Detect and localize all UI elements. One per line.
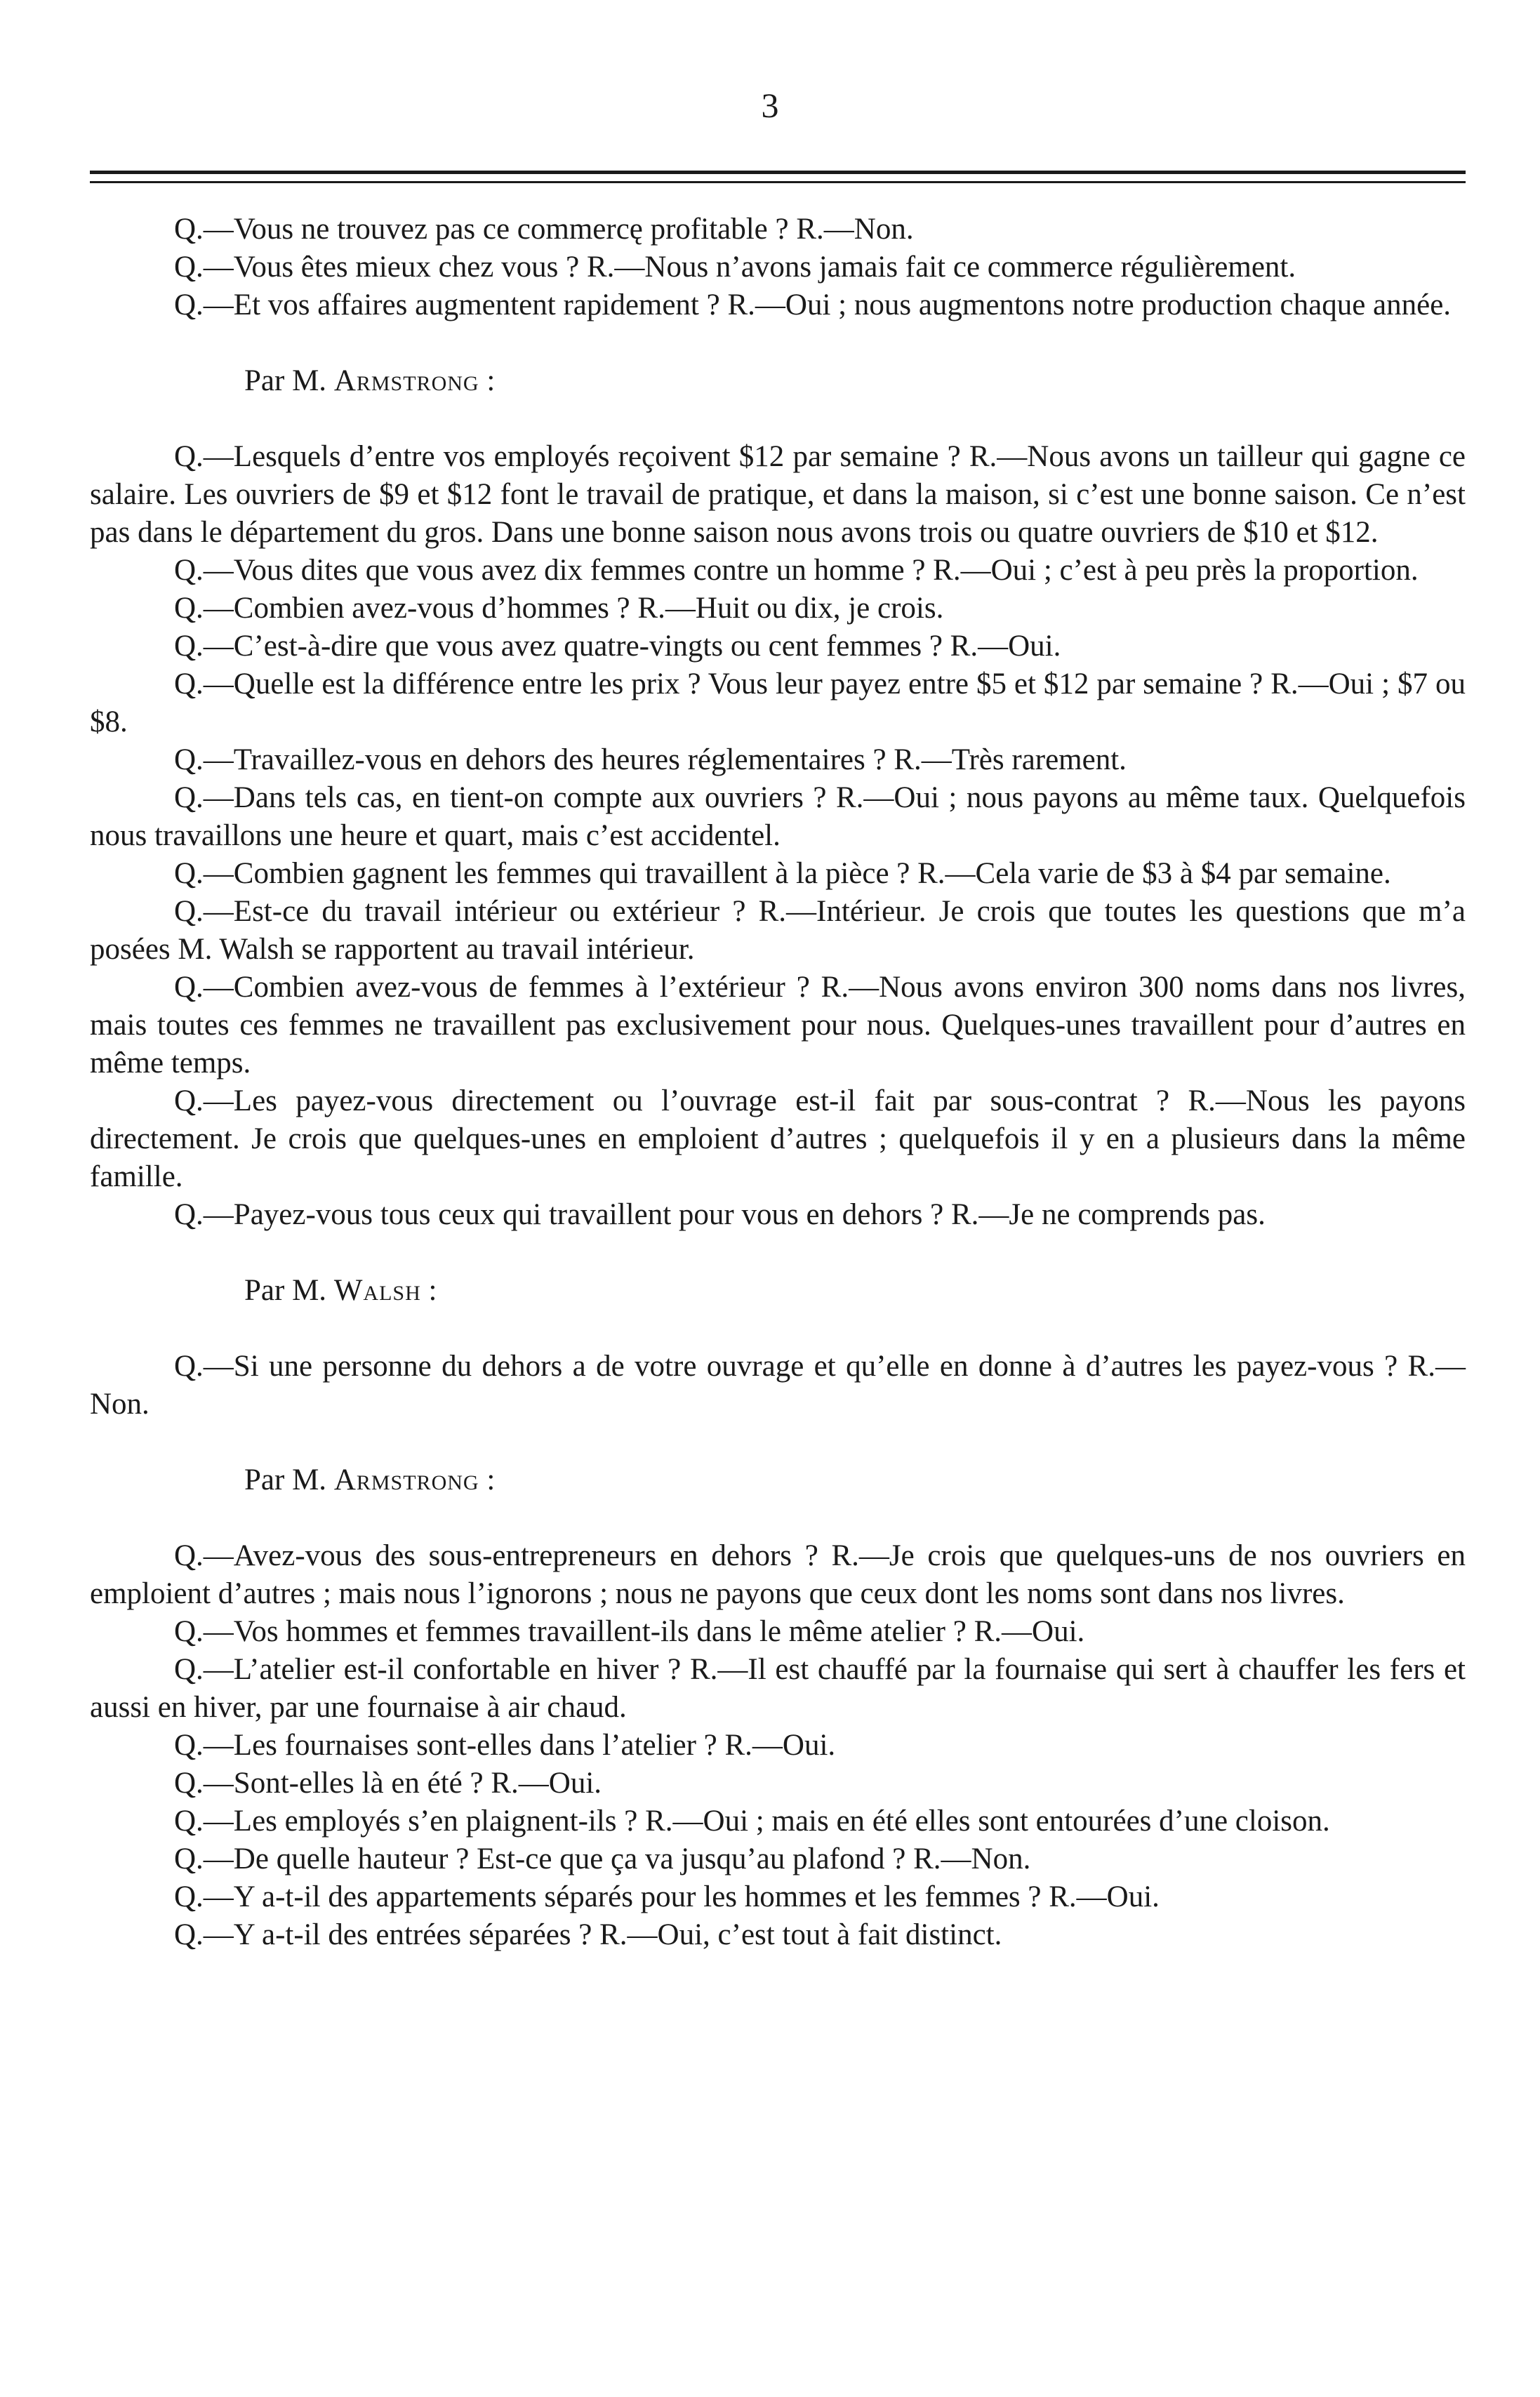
qa-paragraph: Q.—Vous êtes mieux chez vous ? R.—Nous n’avons jamais fait ce commerce régulièrement. <box>174 251 1296 284</box>
header-rule-thin <box>90 181 1466 183</box>
qa-paragraph: Q.—Dans tels cas, en tient-on compte aux ouvriers ? R.—Oui ; nous payons au même taux. Quelquefois nous travaillons une heure et quart, mais c’est accidentel. <box>90 781 1466 852</box>
qa-paragraph: Q.—Combien avez-vous d’hommes ? R.—Huit ou dix, je crois. <box>174 592 944 625</box>
qa-paragraph: Q.—Les employés s’en plaignent-ils ? R.—Oui ; mais en été elles sont entourées d’une cloison. <box>174 1805 1330 1838</box>
speaker-prefix: Par M. <box>244 1274 327 1307</box>
qa-paragraph: Q.—L’atelier est-il confortable en hiver ? R.—Il est chauffé par la fournaise qui sert à chauffer les fers et aussi en hiver, par une fournaise à air chaud. <box>90 1653 1466 1724</box>
qa-paragraph: Q.—C’est-à-dire que vous avez quatre-vingts ou cent femmes ? R.—Oui. <box>174 630 1061 663</box>
header-rule <box>90 171 1466 174</box>
qa-paragraph: Q.—Travaillez-vous en dehors des heures réglementaires ? R.—Très rarement. <box>174 743 1127 776</box>
qa-paragraph: Q.—Sont-elles là en été ? R.—Oui. <box>174 1767 602 1800</box>
speaker-name: Armstrong <box>333 364 479 397</box>
speaker-prefix: Par M. <box>244 1463 327 1496</box>
page-body <box>90 211 1466 1954</box>
speaker-name: Armstrong <box>333 1463 479 1496</box>
speaker-suffix: : <box>479 364 496 397</box>
qa-paragraph: Q.—Les fournaises sont-elles dans l’atelier ? R.—Oui. <box>174 1729 836 1762</box>
qa-paragraph: Q.—Y a-t-il des appartements séparés pour les hommes et les femmes ? R.—Oui. <box>174 1880 1160 1913</box>
speaker-suffix: : <box>479 1463 496 1496</box>
speaker-name: Walsh <box>333 1274 421 1307</box>
qa-paragraph: Q.—Y a-t-il des entrées séparées ? R.—Oui, c’est tout à fait distinct. <box>174 1918 1002 1951</box>
speaker-suffix: : <box>420 1274 437 1307</box>
speaker-prefix: Par M. <box>244 364 327 397</box>
qa-paragraph: Q.—Combien gagnent les femmes qui travaillent à la pièce ? R.—Cela varie de $3 à $4 par semaine. <box>174 857 1391 890</box>
page-number: 3 <box>761 86 779 125</box>
qa-paragraph: Q.—Est-ce du travail intérieur ou extérieur ? R.—Intérieur. Je crois que toutes les questions que m’a posées M. Walsh se rapportent au travail intérieur. <box>90 895 1466 966</box>
qa-paragraph: Q.—Quelle est la différence entre les prix ? Vous leur payez entre $5 et $12 par semaine ? R.—Oui ; $7 ou $8. <box>90 668 1466 738</box>
qa-paragraph: Q.—Vos hommes et femmes travaillent-ils dans le même atelier ? R.—Oui. <box>174 1615 1085 1648</box>
qa-paragraph: Q.—Payez-vous tous ceux qui travaillent pour vous en dehors ? R.—Je ne comprends pas. <box>174 1198 1266 1231</box>
qa-paragraph: Q.—Vous dites que vous avez dix femmes contre un homme ? R.—Oui ; c’est à peu près la proportion. <box>174 554 1419 587</box>
qa-paragraph: Q.—Vous ne trouvez pas ce commercę profitable ? R.—Non. <box>174 213 914 246</box>
speaker-heading <box>90 362 1466 400</box>
qa-paragraph: Q.—Et vos affaires augmentent rapidement ? R.—Oui ; nous augmentons notre production chaque année. <box>174 288 1452 321</box>
speaker-heading <box>90 1272 1466 1310</box>
speaker-heading <box>90 1461 1466 1499</box>
qa-paragraph: Q.—Les payez-vous directement ou l’ouvrage est-il fait par sous-contrat ? R.—Nous les payons directement. Je crois que quelques-unes en emploient d’autres ; quelquefois il y en a plusieurs dans la même famille. <box>90 1084 1466 1193</box>
qa-paragraph: Q.—Si une personne du dehors a de votre ouvrage et qu’elle en donne à d’autres les payez-vous ? R.—Non. <box>90 1350 1466 1421</box>
qa-paragraph: Q.—De quelle hauteur ? Est-ce que ça va jusqu’au plafond ? R.—Non. <box>174 1842 1031 1875</box>
qa-paragraph: Q.—Lesquels d’entre vos employés reçoivent $12 par semaine ? R.—Nous avons un tailleur qui gagne ce salaire. Les ouvriers de $9 et $12 font le travail de pratique, et dans la maison, si c’est une bonne saison. Ce n’est pas dans le département du gros. Dans une bonne saison nous avons trois ou quatre ouvriers de $10 et $12. <box>90 440 1466 549</box>
qa-paragraph: Q.—Combien avez-vous de femmes à l’extérieur ? R.—Nous avons environ 300 noms dans nos livres, mais toutes ces femmes ne travaillent pas exclusivement pour nous. Quelques-unes travaillent pour d’autres en même temps. <box>90 971 1466 1080</box>
qa-paragraph: Q.—Avez-vous des sous-entrepreneurs en dehors ? R.—Je crois que quelques-uns de nos ouvriers en emploient d’autres ; mais nous l’ignorons ; nous ne payons que ceux dont les noms sont dans nos livres. <box>90 1539 1466 1610</box>
